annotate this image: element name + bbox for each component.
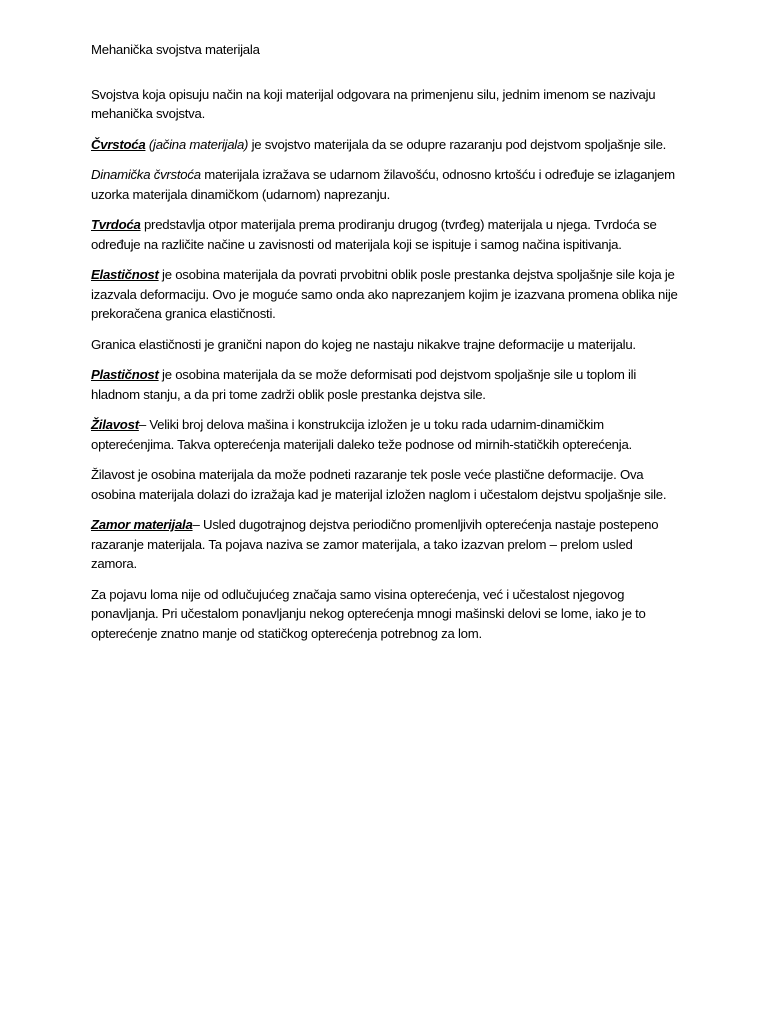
document-page xyxy=(91,40,681,654)
term-plasticnost: Plastičnost xyxy=(91,367,159,382)
document-title: Mehanička svojstva materijala xyxy=(91,42,260,57)
paragraph-text: predstavlja otpor materijala prema prodiranju drugog (tvrđeg) materijala u njega. Tvrdoća se određuje na različite načine u zavisnosti od materijala koji se ispituje i samog načina ispitivanja. xyxy=(91,217,657,252)
paragraph-text: Za pojavu loma nije od odlučujućeg značaja samo visina opterećenja, već i učestalost njegovog ponavljanja. Pri učestalom ponavljanju nekog opterećenja mnogi mašinski delovi se lome, iako je to opterećenje znatno manje od statičkog opterećenja potrebnog za lom. xyxy=(91,586,646,641)
paragraph-text: Žilavost je osobina materijala da može podneti razaranje tek posle veće plastične deformacije. Ova osobina materijala dolazi do izražaja kad je materijal izložen naglom i učestalom dejstvu spoljašnje sile. xyxy=(91,467,667,502)
paragraph-zilavost xyxy=(91,415,681,454)
term-note: (jačina materijala) xyxy=(145,136,249,152)
term-cvrstoca: Čvrstoća xyxy=(91,136,146,152)
paragraph-text: materijala izražava se udarnom žilavošću, odnosno krtošću i određuje se izlaganjem uzorka materijala dinamičkom (udarnom) naprezanju. xyxy=(91,167,675,202)
paragraph-text: – Veliki broj delova mašina i konstrukcija izložen je u toku rada udarnim-dinamičkim opterećenjima. Takva opterećenja materijali daleko teže podnose od mirnih-statičkih opterećenja. xyxy=(91,417,632,452)
term-tvrdoca: Tvrdoća xyxy=(91,217,141,232)
term-dinamicka-cvrstoca: Dinamička čvrstoća xyxy=(91,167,201,182)
paragraph-granica-elasticnosti xyxy=(91,335,681,355)
term-elasticnost: Elastičnost xyxy=(91,267,159,282)
paragraph-text: Svojstva koja opisuju način na koji materijal odgovara na primenjenu silu, jednim imenom se nazivaju mehanička svojstva. xyxy=(91,86,656,121)
paragraph-intro xyxy=(91,85,681,124)
paragraph-zilavost-definicija xyxy=(91,465,681,504)
paragraph-plasticnost xyxy=(91,365,681,404)
term-zamor-materijala: Zamor materijala xyxy=(91,517,193,532)
paragraph-text: je osobina materijala da se može deformisati pod dejstvom spoljašnje sile u toplom ili hladnom stanju, a da pri tome zadrži oblik posle prestanka dejstva sile. xyxy=(91,367,637,402)
paragraph-zamor-materijala xyxy=(91,515,681,574)
paragraph-text: Granica elastičnosti je granični napon do kojeg ne nastaju nikakve trajne deformacije u materijalu. xyxy=(91,336,636,352)
paragraph-dinamicka-cvrstoca xyxy=(91,165,681,204)
term-zilavost: Žilavost xyxy=(91,417,139,432)
paragraph-text: je svojstvo materijala da se odupre razaranju pod dejstvom spoljašnje sile. xyxy=(248,136,667,152)
paragraph-cvrstoca xyxy=(91,135,681,155)
paragraph-elasticnost xyxy=(91,265,681,324)
paragraph-text: je osobina materijala da povrati prvobitni oblik posle prestanka dejstva spoljašnje sile koja je izazvala deformaciju. Ovo je moguće samo onda ako naprezanjem kojim je izazvana promena oblika nije prekoračena granica elastičnosti. xyxy=(91,267,678,321)
paragraph-text: – Usled dugotrajnog dejstva periodično promenljivih opterećenja nastaje postepeno razaranje materijala. Ta pojava naziva se zamor materijala, a tako izazvan prelom – prelom usled zamora. xyxy=(91,517,659,571)
paragraph-lom xyxy=(91,585,681,644)
paragraph-tvrdoca xyxy=(91,215,681,254)
